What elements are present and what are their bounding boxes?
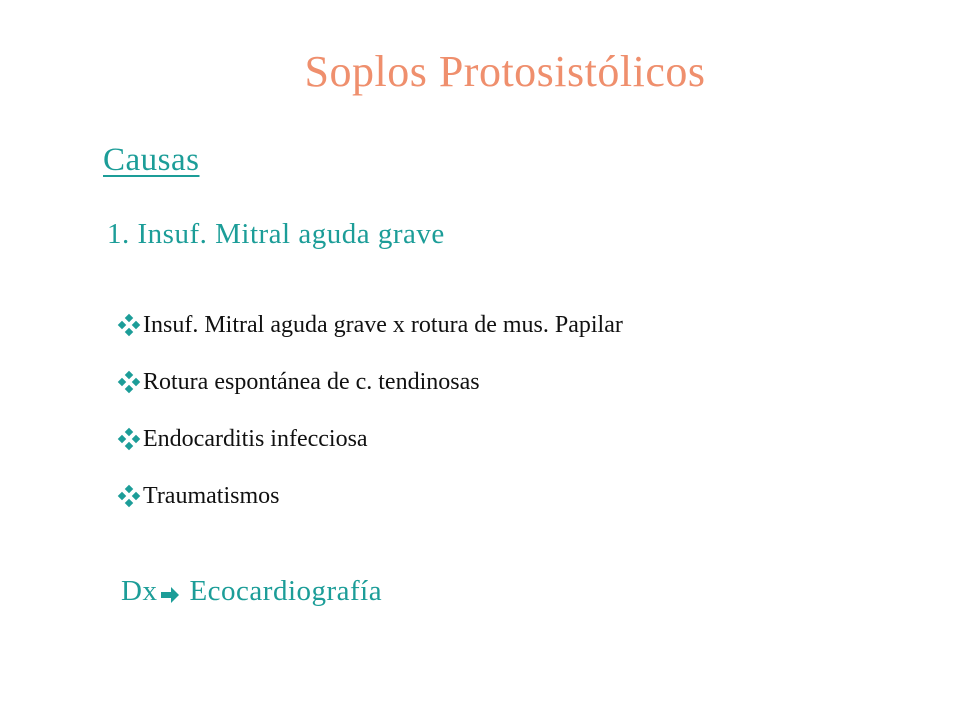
right-arrow-icon: [159, 581, 181, 603]
list-item: [117, 297, 623, 354]
cause-heading: 1. Insuf. Mitral aguda grave: [107, 218, 445, 250]
diamond-bullet-icon: [117, 484, 141, 508]
slide-title: Soplos Protosistólicos: [304, 47, 706, 96]
cause-list: [117, 297, 623, 525]
diagnosis-label: Dx: [121, 575, 158, 607]
list-item: [117, 411, 623, 468]
diagnosis-value: Ecocardiografía: [189, 575, 383, 607]
diagnosis-line: [121, 575, 382, 608]
list-item-text: Insuf. Mitral aguda grave x rotura de mus. Papilar: [143, 312, 623, 338]
diamond-bullet-icon: [117, 370, 141, 394]
list-item: [117, 354, 623, 411]
list-item-text: Endocarditis infecciosa: [143, 426, 368, 452]
list-item-text: Rotura espontánea de c. tendinosas: [143, 369, 480, 395]
section-subtitle: Causas: [103, 142, 200, 178]
diamond-bullet-icon: [117, 427, 141, 451]
list-item-text: Traumatismos: [143, 483, 280, 509]
list-item: [117, 468, 623, 525]
diamond-bullet-icon: [117, 313, 141, 337]
